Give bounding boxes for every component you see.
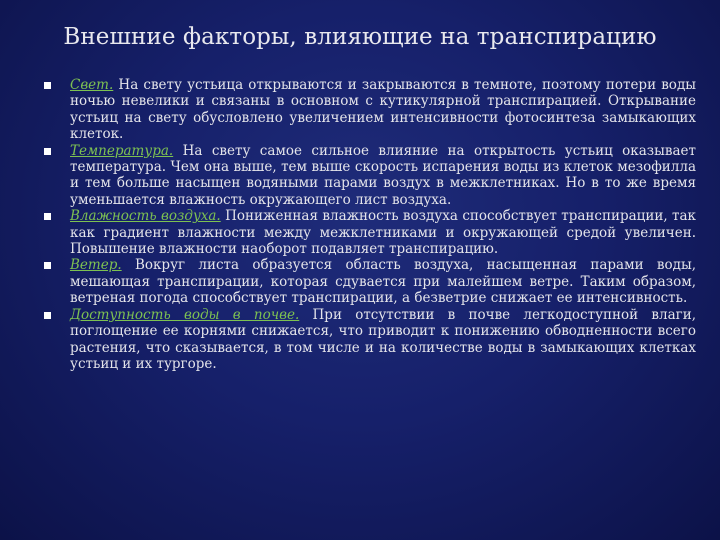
bullet-wind	[44, 257, 696, 306]
bullet-text: Вокруг листа образуется область воздуха, насыщенная парами воды, мешающая транспирации, которая сдувается при малейшем ветре. Таким образом, ветреная погода способствует транспирации, а безветрие снижает ее интенсивность.	[70, 257, 696, 307]
bullet-light	[44, 77, 696, 143]
bullet-text: При отсутствии в почве легкодоступной влаги, поглощение ее корнями снижается, что приводит к понижению обводненности всего растения, что сказывается, в том числе и на количестве воды в замыкающих клетках устьиц и их тургоре.	[70, 306, 696, 372]
square-bullet-icon	[44, 148, 51, 155]
bullet-term: Свет.	[70, 77, 114, 93]
bullet-term: Влажность воздуха.	[70, 208, 221, 225]
square-bullet-icon	[44, 213, 51, 220]
bullet-text: На свету устьица открываются и закрываются в темноте, поэтому потери воды ночью невелики и связаны в основном с кутикулярной транспирацией. Открывание устьиц на свету обусловлено увеличением интенсивности фотосинтеза замыкающих клеток.	[70, 77, 696, 143]
bullet-text: Пониженная влажность воздуха способствует транспирации, так как градиент влажности между межклетниками и окружающей средой увеличен. Повышение влажности наоборот подавляет транспирацию.	[70, 208, 696, 258]
bullet-humidity	[44, 208, 696, 257]
bullet-temperature	[44, 143, 696, 209]
square-bullet-icon	[44, 312, 51, 319]
slide-title: Внешние факторы, влияющие на транспирацию	[63, 24, 657, 50]
bullet-list	[44, 77, 696, 372]
bullet-term: Ветер.	[70, 257, 122, 274]
bullet-term: Температура.	[70, 142, 174, 159]
bullet-term: Доступность воды в почве.	[70, 306, 300, 323]
bullet-soil-water	[44, 307, 696, 373]
square-bullet-icon	[44, 82, 51, 89]
square-bullet-icon	[44, 262, 51, 269]
bullet-text: На свету самое сильное влияние на открытость устьиц оказывает температура. Чем она выше, тем выше скорость испарения воды из клеток мезофилла и тем больше насыщен водяными парами воздух в межклетниках. Но в то же время уменьшается влажность окружающего лист воздуха.	[70, 142, 696, 208]
